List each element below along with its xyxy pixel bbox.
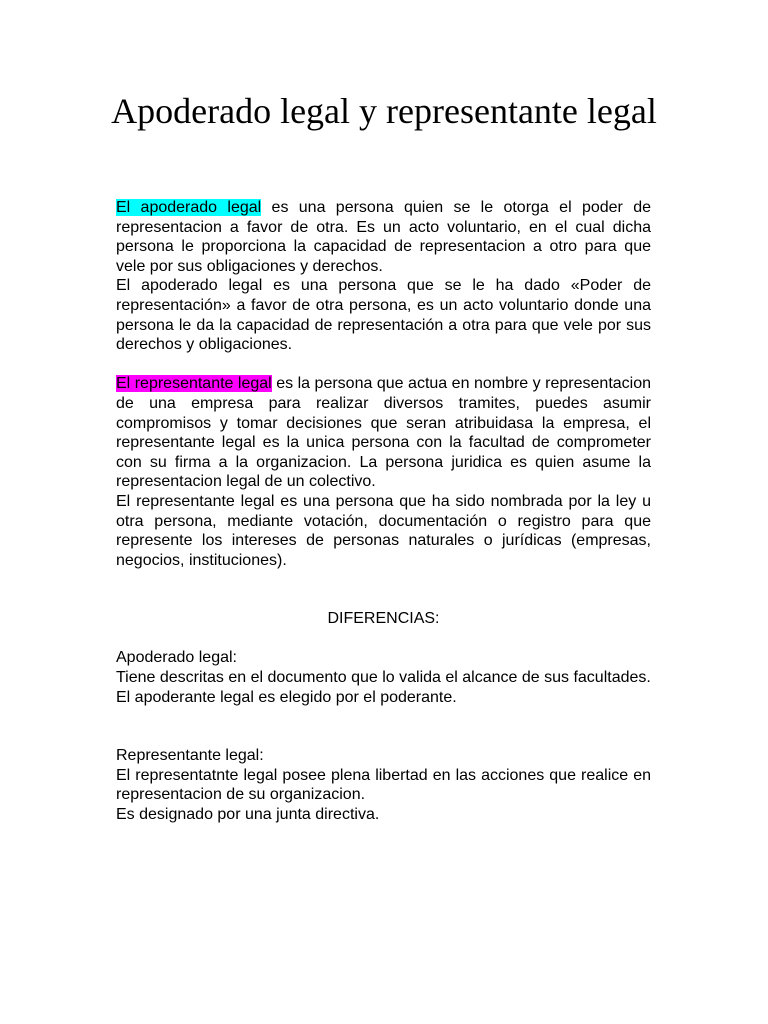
document-body [116, 198, 651, 825]
apoderado-heading: Apoderado legal: [116, 649, 237, 667]
spacer [116, 355, 651, 375]
spacer [116, 570, 651, 609]
document-title: Apoderado legal y representante legal [111, 91, 657, 131]
paragraph-text: es la persona que actua en nombre y representacion de una empresa para realizar diversos tramites, puedes asumir compromisos y tomar decisiones que seran atribuidasa la empresa, el representante legal es la unica persona con la facultad de comprometer con su firma a la organizacion. La persona juridica es quien asume la representacion legal de un colectivo. [116, 375, 652, 491]
apoderado-line-1: Tiene descritas en el documento que lo valida el alcance de sus facultades. [116, 669, 651, 687]
paragraph-apoderado-definition [116, 198, 651, 276]
highlighted-term-apoderado: El apoderado legal [116, 199, 262, 216]
representante-heading: Representante legal: [116, 747, 264, 765]
representante-line-1: El representatnte legal posee plena libertad en las acciones que realice en representacion de su organizacion. [116, 766, 651, 804]
paragraph-apoderado-detail: El apoderado legal es una persona que se le ha dado «Poder de representación» a favor de otra persona, es un acto voluntario donde una persona le da la capacidad de representación a otra para que vele por sus derechos y obligaciones. [116, 277, 651, 354]
highlighted-term-representante: El representante legal [116, 375, 272, 393]
differences-heading: DIFERENCIAS: [327, 610, 440, 628]
paragraph-text: es una persona quien se le otorga el poder de representacion a favor de otra. Es un acto voluntario, en el cual dicha persona le proporciona la capacidad de representacion a otro para que vele por sus obligaciones y derechos. [116, 199, 652, 275]
paragraph-representante-detail: El representante legal es una persona que ha sido nombrada por la ley u otra persona, mediante votación, documentación o registro para que represente los intereses de personas naturales o jurídicas (empresas, negocios, instituciones). [116, 492, 651, 569]
representante-line-2: Es designado por una junta directiva. [116, 806, 380, 824]
paragraph-representante-definition [116, 374, 651, 492]
apoderado-line-2: El apoderante legal es elegido por el poderante. [116, 688, 457, 706]
spacer [116, 707, 651, 746]
spacer [116, 629, 651, 649]
